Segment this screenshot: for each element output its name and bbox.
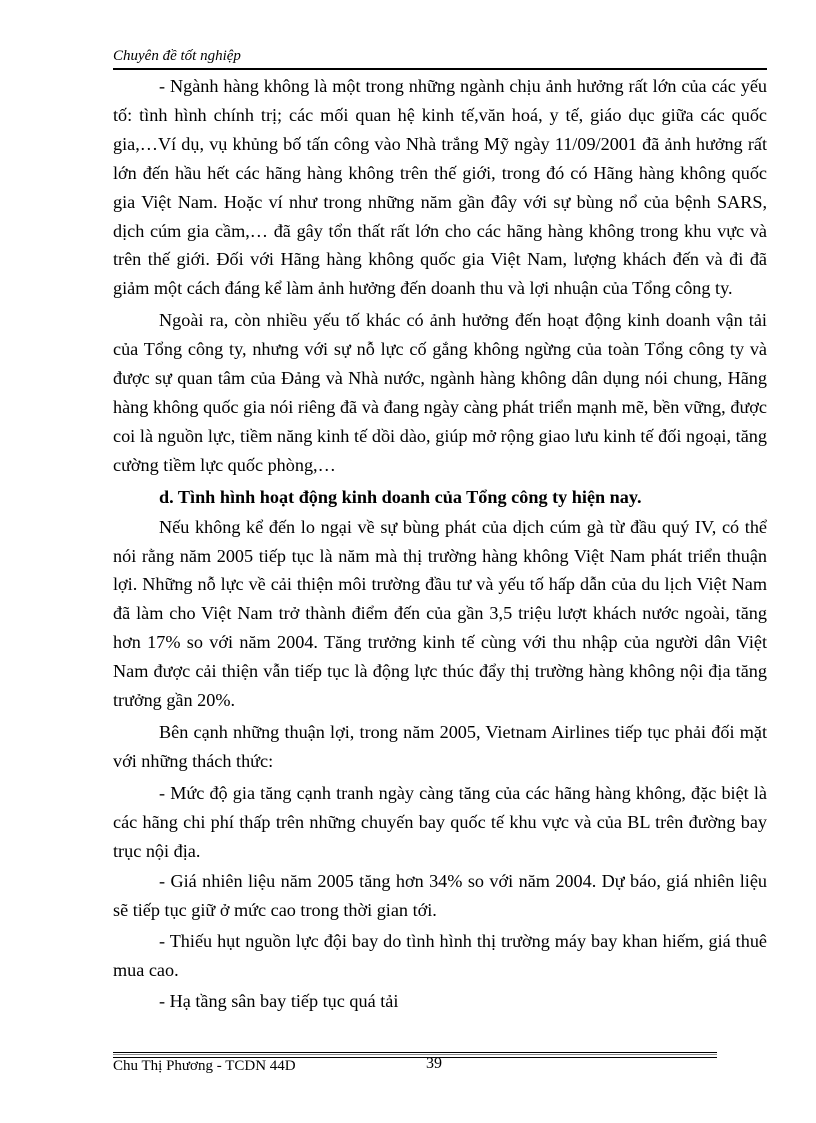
bullet-item: - Giá nhiên liệu năm 2005 tăng hơn 34% so với năm 2004. Dự báo, giá nhiên liệu sẽ tiếp tục giữ ở mức cao trong thời gian tới.	[113, 871, 767, 921]
section-heading: d. Tình hình hoạt động kinh doanh của Tổng công ty hiện nay.	[159, 486, 642, 507]
bullet-item: - Thiếu hụt nguồn lực đội bay do tình hình thị trường máy bay khan hiếm, giá thuê mua cao.	[113, 931, 767, 981]
paragraph: Ngoài ra, còn nhiều yếu tố khác có ảnh hưởng đến hoạt động kinh doanh vận tải của Tổng công ty, nhưng với sự nỗ lực cố gắng không ngừng của toàn Tổng công ty và được sự quan tâm của Đảng và Nhà nước, ngành hàng không dân dụng nói chung, Hãng hàng không quốc gia nói riêng đã và đang ngày càng phát triển mạnh mẽ, bền vững, được coi là nguồn lực, tiềm năng kinh tế dồi dào, giúp mở rộng giao lưu kinh tế đối ngoại, tăng cường tiềm lực quốc phòng,…	[113, 310, 767, 475]
document-body	[113, 72, 767, 1018]
page-number: 39	[426, 1055, 442, 1072]
paragraph: Nếu không kể đến lo ngại về sự bùng phát của dịch cúm gà từ đầu quý IV, có thể nói rằng năm 2005 tiếp tục là năm mà thị trường hàng không Việt Nam phát triển thuận lợi. Những nỗ lực về cải thiện môi trường đầu tư và yếu tố hấp dẫn của du lịch Việt Nam đã làm cho Việt Nam trở thành điểm đến của gần 3,5 triệu lượt khách nước ngoài, tăng hơn 17% so với năm 2004. Tăng trưởng kinh tế cùng với thu nhập của người dân Việt Nam được cải thiện vẫn tiếp tục là động lực thúc đẩy thị trường hàng không nội địa tăng trưởng gần 20%.	[113, 516, 767, 711]
paragraph: - Ngành hàng không là một trong những ngành chịu ảnh hưởng rất lớn của các yếu tố: tình hình chính trị; các mối quan hệ kinh tế,văn hoá, y tế, giáo dục giữa các quốc gia,…Ví dụ, vụ khủng bố tấn công vào Nhà trắng Mỹ ngày 11/09/2001 đã ảnh hưởng rất lớn đến hầu hết các hãng hàng không trên thế giới, trong đó có Hãng hàng không quốc gia Việt Nam. Hoặc ví như trong những năm gần đây với sự bùng nổ của bệnh SARS, dịch cúm gia cầm,… đã gây tổn thất rất lớn cho các hãng hàng không trong khu vực và trên thế giới. Đối với Hãng hàng không quốc gia Việt Nam, lượng khách đến và đi đã giảm một cách đáng kể làm ảnh hưởng đến doanh thu và lợi nhuận của Tổng công ty.	[113, 76, 767, 299]
running-header: Chuyên đề tốt nghiệp	[113, 48, 241, 64]
paragraph: Bên cạnh những thuận lợi, trong năm 2005, Vietnam Airlines tiếp tục phải đối mặt với những thách thức:	[113, 721, 767, 771]
header-rule	[113, 68, 767, 70]
bullet-item: - Mức độ gia tăng cạnh tranh ngày càng tăng của các hãng hàng không, đặc biệt là các hãng chi phí thấp trên những chuyến bay quốc tế khu vực và của BL trên đường bay trục nội địa.	[113, 782, 767, 861]
footer-author: Chu Thị Phương - TCDN 44D	[113, 1058, 296, 1074]
bullet-item: - Hạ tầng sân bay tiếp tục quá tải	[159, 991, 399, 1012]
